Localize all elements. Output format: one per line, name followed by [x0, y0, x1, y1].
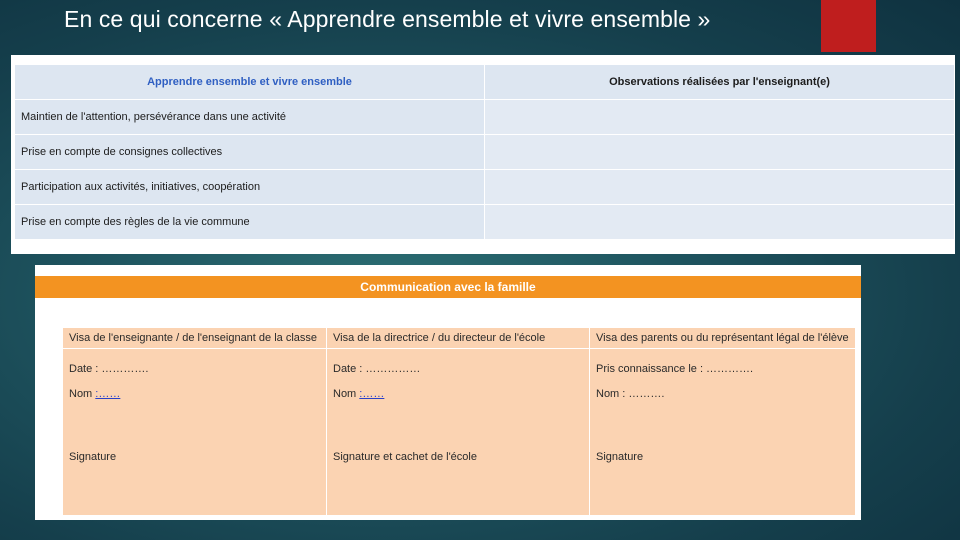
visa-teacher-name[interactable] [69, 388, 120, 400]
observation-cell[interactable] [485, 205, 955, 240]
visa-director-name[interactable] [333, 388, 384, 400]
communication-title: Communication avec la famille [35, 276, 861, 298]
slide-title: En ce qui concerne « Apprendre ensemble et vivre ensemble » [64, 6, 711, 32]
name-value: :…… [359, 388, 385, 400]
visa-director-signature[interactable]: Signature et cachet de l'école [333, 451, 477, 463]
skill-cell: Prise en compte des règles de la vie commune [15, 205, 485, 240]
evaluation-table [14, 64, 955, 240]
visa-parents-column [590, 328, 855, 515]
observation-cell[interactable] [485, 135, 955, 170]
visa-parents-header: Visa des parents ou du représentant légal de l'élève [590, 328, 855, 349]
skill-cell: Prise en compte de consignes collectives [15, 135, 485, 170]
visa-teacher-signature[interactable]: Signature [69, 451, 117, 463]
accent-bar [821, 0, 876, 52]
table-header-row [15, 65, 955, 100]
name-value: :…… [95, 388, 121, 400]
visa-director-date[interactable]: Date : …………… [333, 363, 421, 375]
visa-director-header: Visa de la directrice / du directeur de l'école [327, 328, 589, 349]
observation-cell[interactable] [485, 170, 955, 205]
observation-cell[interactable] [485, 100, 955, 135]
evaluation-table-panel [11, 55, 955, 254]
visa-parents-name[interactable]: Nom : ………. [596, 388, 665, 400]
table-header-observations: Observations réalisées par l'enseignant(e) [485, 65, 955, 100]
table-row [15, 205, 955, 240]
visa-parents-date[interactable]: Pris connaissance le : …………. [596, 363, 754, 375]
table-row [15, 135, 955, 170]
name-label: Nom [69, 388, 93, 400]
visa-teacher-column [63, 328, 327, 515]
table-row [15, 100, 955, 135]
table-header-skill: Apprendre ensemble et vivre ensemble [15, 65, 485, 100]
visa-teacher-header: Visa de l'enseignante / de l'enseignant de la classe [63, 328, 326, 349]
visa-director-column [327, 328, 590, 515]
skill-cell: Participation aux activités, initiatives, coopération [15, 170, 485, 205]
visa-teacher-date[interactable]: Date : …………. [69, 363, 149, 375]
table-row [15, 170, 955, 205]
name-label: Nom [333, 388, 357, 400]
communication-panel [35, 265, 861, 520]
visa-parents-signature[interactable]: Signature [596, 451, 644, 463]
skill-cell: Maintien de l'attention, persévérance dans une activité [15, 100, 485, 135]
visa-grid [63, 328, 855, 515]
